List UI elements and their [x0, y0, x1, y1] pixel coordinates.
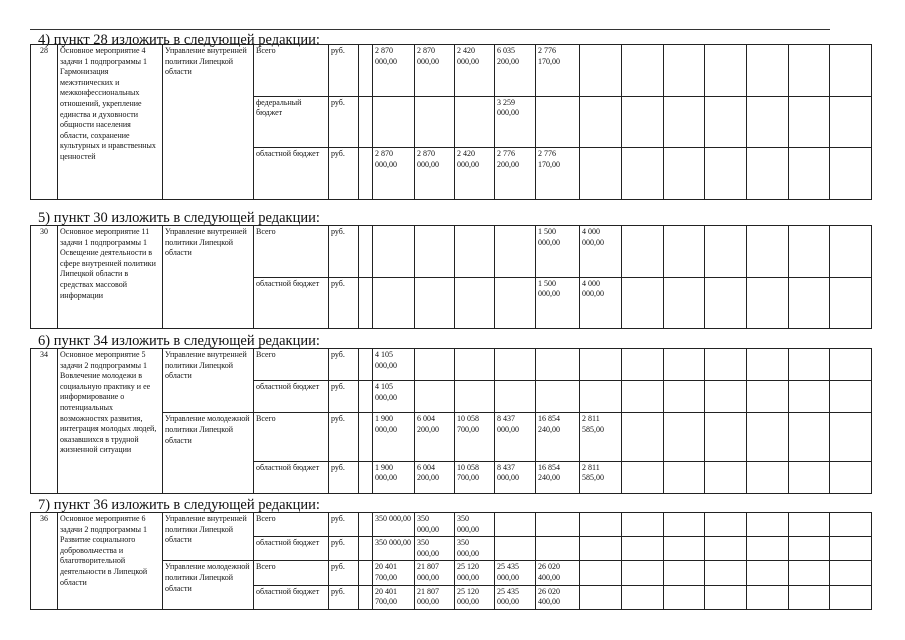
value-cell: [705, 226, 747, 278]
value-cell: [705, 96, 747, 148]
value-cell: 1 900 000,00: [373, 461, 415, 493]
executor: Управление внутренней политики Липецкой области: [163, 349, 254, 413]
value-cell: 21 807 000,00: [415, 585, 455, 609]
value-cell: [580, 585, 622, 609]
value-cell: [789, 226, 830, 278]
value-cell: [580, 513, 622, 537]
value-cell: [664, 561, 705, 585]
value-cell: [373, 96, 415, 148]
value-cell: [705, 45, 747, 97]
measure-name: Основное мероприятие 5 задачи 2 подпрограммы 1 Вовлечение молодежи в социальную практику и ее информирование о потенциальных возможностях развития, интеграция молодых людей, оказавшихся в трудной жизненной ситуации: [58, 349, 163, 494]
value-cell: [580, 537, 622, 561]
value-cell: 4 105 000,00: [373, 349, 415, 381]
value-cell: [664, 226, 705, 278]
value-cell: [495, 277, 536, 329]
unit: руб.: [329, 513, 359, 537]
section-heading-30: 5) пункт 30 изложить в следующей редакции:: [38, 210, 320, 226]
value-cell: [622, 148, 664, 200]
value-cell: [747, 461, 789, 493]
value-cell: 2 420 000,00: [455, 148, 495, 200]
value-cell: [747, 226, 789, 278]
value-cell: [747, 585, 789, 609]
row-number: 30: [31, 226, 58, 329]
value-cell: 350 000,00: [373, 513, 415, 537]
value-cell: [664, 381, 705, 413]
value-cell: 2 811 585,00: [580, 413, 622, 461]
value-cell: [415, 381, 455, 413]
value-cell: [373, 277, 415, 329]
value-cell: 4 000 000,00: [580, 277, 622, 329]
value-cell: [789, 461, 830, 493]
value-cell: [747, 561, 789, 585]
value-cell: [705, 349, 747, 381]
value-cell: 350 000,00: [415, 537, 455, 561]
value-cell: [830, 413, 872, 461]
value-cell: 21 807 000,00: [415, 561, 455, 585]
value-cell: [747, 349, 789, 381]
value-cell: 25 435 000,00: [495, 561, 536, 585]
value-cell: 6 035 200,00: [495, 45, 536, 97]
unit: руб.: [329, 537, 359, 561]
value-cell: [705, 537, 747, 561]
value-cell: [359, 45, 373, 97]
funding-source: Всего: [254, 561, 329, 585]
value-cell: [705, 513, 747, 537]
value-cell: [455, 226, 495, 278]
funding-source: областной бюджет: [254, 585, 329, 609]
value-cell: [747, 45, 789, 97]
value-cell: [536, 381, 580, 413]
value-cell: [789, 585, 830, 609]
funding-source: Всего: [254, 349, 329, 381]
value-cell: [830, 561, 872, 585]
row-number: 34: [31, 349, 58, 494]
value-cell: [415, 96, 455, 148]
value-cell: [495, 513, 536, 537]
value-cell: [747, 96, 789, 148]
value-cell: [747, 537, 789, 561]
value-cell: [455, 277, 495, 329]
table-section-36: [30, 512, 872, 610]
value-cell: [830, 96, 872, 148]
value-cell: [622, 96, 664, 148]
value-cell: [580, 561, 622, 585]
row-number: 36: [31, 513, 58, 610]
value-cell: 4 105 000,00: [373, 381, 415, 413]
value-cell: 26 020 400,00: [536, 585, 580, 609]
value-cell: [830, 513, 872, 537]
value-cell: [664, 537, 705, 561]
value-cell: [830, 537, 872, 561]
value-cell: 3 259 000,00: [495, 96, 536, 148]
value-cell: [359, 537, 373, 561]
value-cell: [359, 349, 373, 381]
measure-name: Основное мероприятие 6 задачи 2 подпрограммы 1 Развитие социального добровольчества и благотворительной деятельности в Липецкой области: [58, 513, 163, 610]
value-cell: [789, 381, 830, 413]
value-cell: [789, 277, 830, 329]
value-cell: 1 900 000,00: [373, 413, 415, 461]
value-cell: 350 000,00: [455, 513, 495, 537]
value-cell: [747, 513, 789, 537]
value-cell: [789, 513, 830, 537]
value-cell: [830, 349, 872, 381]
value-cell: 6 004 200,00: [415, 461, 455, 493]
value-cell: [747, 381, 789, 413]
value-cell: 26 020 400,00: [536, 561, 580, 585]
value-cell: [789, 349, 830, 381]
value-cell: [580, 148, 622, 200]
value-cell: [747, 148, 789, 200]
value-cell: [622, 585, 664, 609]
value-cell: [664, 148, 705, 200]
value-cell: [705, 585, 747, 609]
value-cell: [536, 349, 580, 381]
value-cell: [495, 226, 536, 278]
value-cell: [495, 381, 536, 413]
value-cell: [455, 349, 495, 381]
value-cell: [495, 349, 536, 381]
value-cell: [830, 226, 872, 278]
value-cell: [705, 561, 747, 585]
value-cell: [622, 413, 664, 461]
value-cell: [830, 585, 872, 609]
value-cell: [415, 226, 455, 278]
value-cell: 2 811 585,00: [580, 461, 622, 493]
value-cell: 25 120 000,00: [455, 561, 495, 585]
value-cell: [536, 513, 580, 537]
value-cell: 350 000,00: [415, 513, 455, 537]
value-cell: 20 401 700,00: [373, 561, 415, 585]
funding-source: областной бюджет: [254, 381, 329, 413]
value-cell: [359, 561, 373, 585]
unit: руб.: [329, 148, 359, 200]
value-cell: 2 776 200,00: [495, 148, 536, 200]
table-row: [31, 226, 872, 278]
value-cell: [359, 381, 373, 413]
row-number: 28: [31, 45, 58, 200]
value-cell: [359, 277, 373, 329]
table-row: [31, 349, 872, 381]
value-cell: [705, 148, 747, 200]
value-cell: [622, 461, 664, 493]
value-cell: [495, 537, 536, 561]
value-cell: [359, 461, 373, 493]
value-cell: [415, 277, 455, 329]
value-cell: [622, 381, 664, 413]
value-cell: 350 000,00: [455, 537, 495, 561]
value-cell: 2 776 170,00: [536, 45, 580, 97]
unit: руб.: [329, 461, 359, 493]
unit: руб.: [329, 413, 359, 461]
value-cell: [789, 45, 830, 97]
section-heading-34: 6) пункт 34 изложить в следующей редакции:: [38, 333, 320, 349]
value-cell: 2 870 000,00: [415, 45, 455, 97]
value-cell: [664, 349, 705, 381]
value-cell: [705, 461, 747, 493]
value-cell: 2 870 000,00: [373, 45, 415, 97]
value-cell: [830, 45, 872, 97]
value-cell: [664, 96, 705, 148]
value-cell: [580, 349, 622, 381]
value-cell: [373, 226, 415, 278]
value-cell: 1 500 000,00: [536, 277, 580, 329]
top-rule: [30, 29, 830, 30]
value-cell: [830, 461, 872, 493]
section-heading-36: 7) пункт 36 изложить в следующей редакции:: [38, 497, 320, 513]
value-cell: [359, 226, 373, 278]
table-section-28: [30, 44, 872, 200]
value-cell: [580, 45, 622, 97]
table-section-30: [30, 225, 872, 329]
unit: руб.: [329, 381, 359, 413]
value-cell: 10 058 700,00: [455, 461, 495, 493]
unit: руб.: [329, 349, 359, 381]
value-cell: [705, 413, 747, 461]
value-cell: [415, 349, 455, 381]
measure-name: Основное мероприятие 4 задачи 1 подпрограммы 1 Гармонизация межэтнических и межконфессиональных отношений, укрепление единства и духовности общности населения области, сохранение культурных и нравственных ценностей: [58, 45, 163, 200]
funding-source: Всего: [254, 226, 329, 278]
value-cell: [664, 461, 705, 493]
value-cell: [789, 537, 830, 561]
unit: руб.: [329, 45, 359, 97]
value-cell: [536, 96, 580, 148]
value-cell: [580, 96, 622, 148]
value-cell: [789, 413, 830, 461]
value-cell: [455, 381, 495, 413]
value-cell: [622, 561, 664, 585]
value-cell: 2 870 000,00: [415, 148, 455, 200]
value-cell: [359, 148, 373, 200]
value-cell: [622, 537, 664, 561]
table-row: [31, 45, 872, 97]
value-cell: 25 435 000,00: [495, 585, 536, 609]
table-row: [31, 513, 872, 537]
measure-name: Основное мероприятие 11 задачи 1 подпрограммы 1 Освещение деятельности в сфере внутренней политики Липецкой области в средствах массовой информации: [58, 226, 163, 329]
value-cell: [830, 277, 872, 329]
value-cell: [789, 148, 830, 200]
value-cell: [359, 413, 373, 461]
value-cell: 16 854 240,00: [536, 461, 580, 493]
funding-source: областной бюджет: [254, 148, 329, 200]
value-cell: [359, 96, 373, 148]
funding-source: областной бюджет: [254, 461, 329, 493]
value-cell: [359, 513, 373, 537]
value-cell: [664, 413, 705, 461]
funding-source: областной бюджет: [254, 277, 329, 329]
value-cell: 10 058 700,00: [455, 413, 495, 461]
value-cell: [622, 349, 664, 381]
funding-source: областной бюджет: [254, 537, 329, 561]
value-cell: 2 870 000,00: [373, 148, 415, 200]
value-cell: [455, 96, 495, 148]
value-cell: [664, 277, 705, 329]
value-cell: [789, 96, 830, 148]
value-cell: [622, 513, 664, 537]
funding-source: федеральный бюджет: [254, 96, 329, 148]
funding-source: Всего: [254, 513, 329, 537]
value-cell: [622, 226, 664, 278]
value-cell: [705, 277, 747, 329]
unit: руб.: [329, 561, 359, 585]
value-cell: [747, 413, 789, 461]
executor: Управление внутренней политики Липецкой области: [163, 45, 254, 200]
value-cell: [830, 381, 872, 413]
value-cell: 4 000 000,00: [580, 226, 622, 278]
value-cell: 8 437 000,00: [495, 461, 536, 493]
value-cell: 16 854 240,00: [536, 413, 580, 461]
unit: руб.: [329, 96, 359, 148]
unit: руб.: [329, 277, 359, 329]
funding-source: Всего: [254, 45, 329, 97]
value-cell: 20 401 700,00: [373, 585, 415, 609]
value-cell: [664, 45, 705, 97]
executor: Управление внутренней политики Липецкой области: [163, 513, 254, 561]
executor: Управление внутренней политики Липецкой области: [163, 226, 254, 329]
value-cell: 1 500 000,00: [536, 226, 580, 278]
unit: руб.: [329, 226, 359, 278]
value-cell: 8 437 000,00: [495, 413, 536, 461]
executor: Управление молодежной политики Липецкой области: [163, 413, 254, 494]
value-cell: 2 776 170,00: [536, 148, 580, 200]
executor: Управление молодежной политики Липецкой области: [163, 561, 254, 609]
value-cell: [705, 381, 747, 413]
value-cell: [830, 148, 872, 200]
value-cell: 25 120 000,00: [455, 585, 495, 609]
table-section-34: [30, 348, 872, 494]
value-cell: [580, 381, 622, 413]
value-cell: [747, 277, 789, 329]
value-cell: [789, 561, 830, 585]
value-cell: 350 000,00: [373, 537, 415, 561]
value-cell: [359, 585, 373, 609]
section-heading-28: 4) пункт 28 изложить в следующей редакции:: [38, 32, 320, 48]
funding-source: Всего: [254, 413, 329, 461]
value-cell: [664, 585, 705, 609]
value-cell: [622, 45, 664, 97]
unit: руб.: [329, 585, 359, 609]
value-cell: [536, 537, 580, 561]
value-cell: [664, 513, 705, 537]
value-cell: [622, 277, 664, 329]
value-cell: 2 420 000,00: [455, 45, 495, 97]
value-cell: 6 004 200,00: [415, 413, 455, 461]
